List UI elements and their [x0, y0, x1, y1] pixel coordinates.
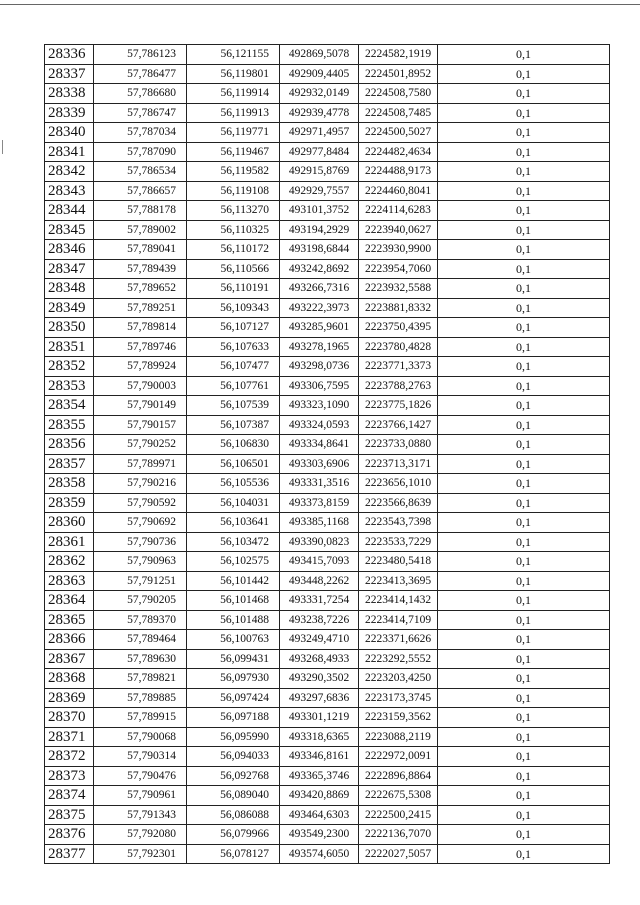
- accuracy-cell: 0,1: [438, 649, 610, 669]
- point-number-cell: 28351: [45, 337, 94, 357]
- accuracy-cell: 0,1: [438, 181, 610, 201]
- point-number-cell: 28366: [45, 630, 94, 650]
- y-coordinate-cell: 2223713,3171: [359, 454, 438, 474]
- latitude-cell: 57,789746: [94, 337, 187, 357]
- accuracy-cell: 0,1: [438, 571, 610, 591]
- table-row: [45, 766, 610, 786]
- x-coordinate-cell: 492929,7557: [280, 181, 359, 201]
- longitude-cell: 56,105536: [187, 474, 280, 494]
- latitude-cell: 57,790476: [94, 766, 187, 786]
- longitude-cell: 56,101488: [187, 610, 280, 630]
- point-number-cell: 28373: [45, 766, 94, 786]
- point-number-cell: 28362: [45, 552, 94, 572]
- x-coordinate-cell: 493222,3973: [280, 298, 359, 318]
- longitude-cell: 56,099431: [187, 649, 280, 669]
- y-coordinate-cell: 2224501,8952: [359, 64, 438, 84]
- point-number-cell: 28350: [45, 318, 94, 338]
- point-number-cell: 28342: [45, 162, 94, 182]
- point-number-cell: 28361: [45, 532, 94, 552]
- y-coordinate-cell: 2223533,7229: [359, 532, 438, 552]
- longitude-cell: 56,119914: [187, 84, 280, 104]
- accuracy-cell: 0,1: [438, 357, 610, 377]
- longitude-cell: 56,102575: [187, 552, 280, 572]
- point-number-cell: 28354: [45, 396, 94, 416]
- y-coordinate-cell: 2223414,1432: [359, 591, 438, 611]
- y-coordinate-cell: 2222136,7070: [359, 825, 438, 845]
- x-coordinate-cell: 493268,4933: [280, 649, 359, 669]
- y-coordinate-cell: 2224114,6283: [359, 201, 438, 221]
- y-coordinate-cell: 2223881,8332: [359, 298, 438, 318]
- longitude-cell: 56,110325: [187, 220, 280, 240]
- x-coordinate-cell: 493390,0823: [280, 532, 359, 552]
- latitude-cell: 57,789002: [94, 220, 187, 240]
- table-row: [45, 435, 610, 455]
- x-coordinate-cell: 493297,6836: [280, 688, 359, 708]
- longitude-cell: 56,119467: [187, 142, 280, 162]
- point-number-cell: 28338: [45, 84, 94, 104]
- latitude-cell: 57,790149: [94, 396, 187, 416]
- point-number-cell: 28357: [45, 454, 94, 474]
- accuracy-cell: 0,1: [438, 591, 610, 611]
- accuracy-cell: 0,1: [438, 84, 610, 104]
- table-row: [45, 630, 610, 650]
- latitude-cell: 57,790157: [94, 415, 187, 435]
- accuracy-cell: 0,1: [438, 630, 610, 650]
- y-coordinate-cell: 2223775,1826: [359, 396, 438, 416]
- longitude-cell: 56,113270: [187, 201, 280, 221]
- table-row: [45, 747, 610, 767]
- y-coordinate-cell: 2223159,3562: [359, 708, 438, 728]
- latitude-cell: 57,787090: [94, 142, 187, 162]
- x-coordinate-cell: 493290,3502: [280, 669, 359, 689]
- accuracy-cell: 0,1: [438, 103, 610, 123]
- table-row: [45, 571, 610, 591]
- accuracy-cell: 0,1: [438, 727, 610, 747]
- longitude-cell: 56,107539: [187, 396, 280, 416]
- table-row: [45, 162, 610, 182]
- latitude-cell: 57,790963: [94, 552, 187, 572]
- latitude-cell: 57,791343: [94, 805, 187, 825]
- longitude-cell: 56,106830: [187, 435, 280, 455]
- accuracy-cell: 0,1: [438, 474, 610, 494]
- accuracy-cell: 0,1: [438, 513, 610, 533]
- point-number-cell: 28347: [45, 259, 94, 279]
- point-number-cell: 28358: [45, 474, 94, 494]
- table-row: [45, 552, 610, 572]
- y-coordinate-cell: 2222896,8864: [359, 766, 438, 786]
- accuracy-cell: 0,1: [438, 844, 610, 864]
- x-coordinate-cell: 492909,4405: [280, 64, 359, 84]
- table-row: [45, 669, 610, 689]
- latitude-cell: 57,789971: [94, 454, 187, 474]
- table-row: [45, 513, 610, 533]
- x-coordinate-cell: 493266,7316: [280, 279, 359, 299]
- accuracy-cell: 0,1: [438, 786, 610, 806]
- longitude-cell: 56,086088: [187, 805, 280, 825]
- x-coordinate-cell: 493331,3516: [280, 474, 359, 494]
- latitude-cell: 57,786680: [94, 84, 187, 104]
- table-row: [45, 591, 610, 611]
- longitude-cell: 56,078127: [187, 844, 280, 864]
- scan-margin-mark: [2, 140, 3, 154]
- longitude-cell: 56,107761: [187, 376, 280, 396]
- latitude-cell: 57,790692: [94, 513, 187, 533]
- y-coordinate-cell: 2223750,4395: [359, 318, 438, 338]
- accuracy-cell: 0,1: [438, 805, 610, 825]
- point-number-cell: 28343: [45, 181, 94, 201]
- point-number-cell: 28371: [45, 727, 94, 747]
- table-row: [45, 201, 610, 221]
- point-number-cell: 28345: [45, 220, 94, 240]
- coordinates-table: [44, 44, 610, 864]
- longitude-cell: 56,092768: [187, 766, 280, 786]
- longitude-cell: 56,079966: [187, 825, 280, 845]
- accuracy-cell: 0,1: [438, 162, 610, 182]
- table-row: [45, 376, 610, 396]
- y-coordinate-cell: 2223656,1010: [359, 474, 438, 494]
- accuracy-cell: 0,1: [438, 376, 610, 396]
- x-coordinate-cell: 493303,6906: [280, 454, 359, 474]
- point-number-cell: 28365: [45, 610, 94, 630]
- y-coordinate-cell: 2222675,5308: [359, 786, 438, 806]
- latitude-cell: 57,790736: [94, 532, 187, 552]
- table-row: [45, 415, 610, 435]
- y-coordinate-cell: 2222027,5057: [359, 844, 438, 864]
- point-number-cell: 28375: [45, 805, 94, 825]
- point-number-cell: 28346: [45, 240, 94, 260]
- table-row: [45, 805, 610, 825]
- accuracy-cell: 0,1: [438, 318, 610, 338]
- latitude-cell: 57,791251: [94, 571, 187, 591]
- x-coordinate-cell: 492932,0149: [280, 84, 359, 104]
- y-coordinate-cell: 2223088,2119: [359, 727, 438, 747]
- x-coordinate-cell: 492869,5078: [280, 45, 359, 65]
- x-coordinate-cell: 493198,6844: [280, 240, 359, 260]
- table-row: [45, 786, 610, 806]
- table-row: [45, 727, 610, 747]
- longitude-cell: 56,094033: [187, 747, 280, 767]
- y-coordinate-cell: 2223203,4250: [359, 669, 438, 689]
- table-row: [45, 688, 610, 708]
- y-coordinate-cell: 2223940,0627: [359, 220, 438, 240]
- x-coordinate-cell: 493373,8159: [280, 493, 359, 513]
- x-coordinate-cell: 493238,7226: [280, 610, 359, 630]
- longitude-cell: 56,109343: [187, 298, 280, 318]
- x-coordinate-cell: 493278,1965: [280, 337, 359, 357]
- longitude-cell: 56,107387: [187, 415, 280, 435]
- longitude-cell: 56,100763: [187, 630, 280, 650]
- latitude-cell: 57,786657: [94, 181, 187, 201]
- point-number-cell: 28355: [45, 415, 94, 435]
- x-coordinate-cell: 493420,8869: [280, 786, 359, 806]
- longitude-cell: 56,095990: [187, 727, 280, 747]
- longitude-cell: 56,107477: [187, 357, 280, 377]
- x-coordinate-cell: 492915,8769: [280, 162, 359, 182]
- latitude-cell: 57,790003: [94, 376, 187, 396]
- accuracy-cell: 0,1: [438, 825, 610, 845]
- longitude-cell: 56,119801: [187, 64, 280, 84]
- point-number-cell: 28341: [45, 142, 94, 162]
- x-coordinate-cell: 493285,9601: [280, 318, 359, 338]
- longitude-cell: 56,110172: [187, 240, 280, 260]
- longitude-cell: 56,097188: [187, 708, 280, 728]
- latitude-cell: 57,789464: [94, 630, 187, 650]
- latitude-cell: 57,790592: [94, 493, 187, 513]
- accuracy-cell: 0,1: [438, 220, 610, 240]
- longitude-cell: 56,119913: [187, 103, 280, 123]
- y-coordinate-cell: 2223480,5418: [359, 552, 438, 572]
- x-coordinate-cell: 493365,3746: [280, 766, 359, 786]
- point-number-cell: 28356: [45, 435, 94, 455]
- table-row: [45, 298, 610, 318]
- accuracy-cell: 0,1: [438, 688, 610, 708]
- table-row: [45, 142, 610, 162]
- latitude-cell: 57,790252: [94, 435, 187, 455]
- y-coordinate-cell: 2223413,3695: [359, 571, 438, 591]
- y-coordinate-cell: 2224460,8041: [359, 181, 438, 201]
- table-row: [45, 454, 610, 474]
- x-coordinate-cell: 493415,7093: [280, 552, 359, 572]
- longitude-cell: 56,110566: [187, 259, 280, 279]
- latitude-cell: 57,789885: [94, 688, 187, 708]
- table-row: [45, 84, 610, 104]
- point-number-cell: 28353: [45, 376, 94, 396]
- y-coordinate-cell: 2222972,0091: [359, 747, 438, 767]
- latitude-cell: 57,788178: [94, 201, 187, 221]
- accuracy-cell: 0,1: [438, 669, 610, 689]
- y-coordinate-cell: 2223932,5588: [359, 279, 438, 299]
- x-coordinate-cell: 493324,0593: [280, 415, 359, 435]
- accuracy-cell: 0,1: [438, 552, 610, 572]
- x-coordinate-cell: 492971,4957: [280, 123, 359, 143]
- point-number-cell: 28369: [45, 688, 94, 708]
- table-row: [45, 318, 610, 338]
- y-coordinate-cell: 2223780,4828: [359, 337, 438, 357]
- accuracy-cell: 0,1: [438, 279, 610, 299]
- table-row: [45, 357, 610, 377]
- table-row: [45, 474, 610, 494]
- longitude-cell: 56,101442: [187, 571, 280, 591]
- point-number-cell: 28339: [45, 103, 94, 123]
- accuracy-cell: 0,1: [438, 415, 610, 435]
- accuracy-cell: 0,1: [438, 45, 610, 65]
- y-coordinate-cell: 2223771,3373: [359, 357, 438, 377]
- point-number-cell: 28348: [45, 279, 94, 299]
- point-number-cell: 28372: [45, 747, 94, 767]
- y-coordinate-cell: 2223292,5552: [359, 649, 438, 669]
- table-row: [45, 708, 610, 728]
- table-row: [45, 103, 610, 123]
- y-coordinate-cell: 2224500,5027: [359, 123, 438, 143]
- table-row: [45, 259, 610, 279]
- latitude-cell: 57,790205: [94, 591, 187, 611]
- x-coordinate-cell: 493346,8161: [280, 747, 359, 767]
- latitude-cell: 57,786534: [94, 162, 187, 182]
- table-row: [45, 337, 610, 357]
- accuracy-cell: 0,1: [438, 337, 610, 357]
- latitude-cell: 57,789251: [94, 298, 187, 318]
- y-coordinate-cell: 2224508,7580: [359, 84, 438, 104]
- latitude-cell: 57,789652: [94, 279, 187, 299]
- coordinates-table-body: [45, 45, 610, 864]
- y-coordinate-cell: 2223414,7109: [359, 610, 438, 630]
- table-row: [45, 610, 610, 630]
- x-coordinate-cell: 493298,0736: [280, 357, 359, 377]
- y-coordinate-cell: 2223371,6626: [359, 630, 438, 650]
- table-row: [45, 45, 610, 65]
- accuracy-cell: 0,1: [438, 747, 610, 767]
- x-coordinate-cell: 492939,4778: [280, 103, 359, 123]
- longitude-cell: 56,119108: [187, 181, 280, 201]
- longitude-cell: 56,121155: [187, 45, 280, 65]
- latitude-cell: 57,789630: [94, 649, 187, 669]
- x-coordinate-cell: 493249,4710: [280, 630, 359, 650]
- latitude-cell: 57,790314: [94, 747, 187, 767]
- x-coordinate-cell: 493306,7595: [280, 376, 359, 396]
- longitude-cell: 56,110191: [187, 279, 280, 299]
- accuracy-cell: 0,1: [438, 532, 610, 552]
- accuracy-cell: 0,1: [438, 142, 610, 162]
- latitude-cell: 57,790961: [94, 786, 187, 806]
- longitude-cell: 56,107127: [187, 318, 280, 338]
- y-coordinate-cell: 2222500,2415: [359, 805, 438, 825]
- table-row: [45, 64, 610, 84]
- latitude-cell: 57,786123: [94, 45, 187, 65]
- y-coordinate-cell: 2223930,9900: [359, 240, 438, 260]
- longitude-cell: 56,101468: [187, 591, 280, 611]
- longitude-cell: 56,103641: [187, 513, 280, 533]
- x-coordinate-cell: 493334,8641: [280, 435, 359, 455]
- accuracy-cell: 0,1: [438, 766, 610, 786]
- x-coordinate-cell: 493194,2929: [280, 220, 359, 240]
- x-coordinate-cell: 493323,1090: [280, 396, 359, 416]
- x-coordinate-cell: 493448,2262: [280, 571, 359, 591]
- accuracy-cell: 0,1: [438, 201, 610, 221]
- x-coordinate-cell: 493242,8692: [280, 259, 359, 279]
- x-coordinate-cell: 493574,6050: [280, 844, 359, 864]
- table-row: [45, 493, 610, 513]
- latitude-cell: 57,789439: [94, 259, 187, 279]
- x-coordinate-cell: 493464,6303: [280, 805, 359, 825]
- point-number-cell: 28340: [45, 123, 94, 143]
- point-number-cell: 28368: [45, 669, 94, 689]
- table-row: [45, 220, 610, 240]
- longitude-cell: 56,097930: [187, 669, 280, 689]
- latitude-cell: 57,789370: [94, 610, 187, 630]
- x-coordinate-cell: 492977,8484: [280, 142, 359, 162]
- accuracy-cell: 0,1: [438, 493, 610, 513]
- point-number-cell: 28352: [45, 357, 94, 377]
- accuracy-cell: 0,1: [438, 396, 610, 416]
- latitude-cell: 57,789924: [94, 357, 187, 377]
- point-number-cell: 28344: [45, 201, 94, 221]
- table-row: [45, 844, 610, 864]
- table-row: [45, 123, 610, 143]
- accuracy-cell: 0,1: [438, 240, 610, 260]
- table-row: [45, 240, 610, 260]
- longitude-cell: 56,119771: [187, 123, 280, 143]
- latitude-cell: 57,792301: [94, 844, 187, 864]
- longitude-cell: 56,119582: [187, 162, 280, 182]
- longitude-cell: 56,089040: [187, 786, 280, 806]
- y-coordinate-cell: 2223954,7060: [359, 259, 438, 279]
- table-row: [45, 825, 610, 845]
- table-row: [45, 396, 610, 416]
- longitude-cell: 56,103472: [187, 532, 280, 552]
- accuracy-cell: 0,1: [438, 435, 610, 455]
- x-coordinate-cell: 493549,2300: [280, 825, 359, 845]
- page-top-rule: [0, 4, 640, 5]
- x-coordinate-cell: 493301,1219: [280, 708, 359, 728]
- y-coordinate-cell: 2224582,1919: [359, 45, 438, 65]
- x-coordinate-cell: 493101,3752: [280, 201, 359, 221]
- x-coordinate-cell: 493331,7254: [280, 591, 359, 611]
- y-coordinate-cell: 2224508,7485: [359, 103, 438, 123]
- x-coordinate-cell: 493318,6365: [280, 727, 359, 747]
- point-number-cell: 28377: [45, 844, 94, 864]
- accuracy-cell: 0,1: [438, 64, 610, 84]
- point-number-cell: 28364: [45, 591, 94, 611]
- point-number-cell: 28360: [45, 513, 94, 533]
- point-number-cell: 28376: [45, 825, 94, 845]
- point-number-cell: 28367: [45, 649, 94, 669]
- longitude-cell: 56,106501: [187, 454, 280, 474]
- point-number-cell: 28349: [45, 298, 94, 318]
- y-coordinate-cell: 2223788,2763: [359, 376, 438, 396]
- accuracy-cell: 0,1: [438, 610, 610, 630]
- longitude-cell: 56,107633: [187, 337, 280, 357]
- point-number-cell: 28337: [45, 64, 94, 84]
- y-coordinate-cell: 2223543,7398: [359, 513, 438, 533]
- latitude-cell: 57,789041: [94, 240, 187, 260]
- latitude-cell: 57,790068: [94, 727, 187, 747]
- y-coordinate-cell: 2224482,4634: [359, 142, 438, 162]
- point-number-cell: 28363: [45, 571, 94, 591]
- y-coordinate-cell: 2224488,9173: [359, 162, 438, 182]
- x-coordinate-cell: 493385,1168: [280, 513, 359, 533]
- latitude-cell: 57,786747: [94, 103, 187, 123]
- y-coordinate-cell: 2223173,3745: [359, 688, 438, 708]
- latitude-cell: 57,789814: [94, 318, 187, 338]
- longitude-cell: 56,104031: [187, 493, 280, 513]
- table-row: [45, 532, 610, 552]
- accuracy-cell: 0,1: [438, 708, 610, 728]
- accuracy-cell: 0,1: [438, 259, 610, 279]
- latitude-cell: 57,786477: [94, 64, 187, 84]
- longitude-cell: 56,097424: [187, 688, 280, 708]
- latitude-cell: 57,789915: [94, 708, 187, 728]
- table-row: [45, 649, 610, 669]
- point-number-cell: 28370: [45, 708, 94, 728]
- point-number-cell: 28374: [45, 786, 94, 806]
- y-coordinate-cell: 2223733,0880: [359, 435, 438, 455]
- accuracy-cell: 0,1: [438, 123, 610, 143]
- latitude-cell: 57,792080: [94, 825, 187, 845]
- accuracy-cell: 0,1: [438, 298, 610, 318]
- table-row: [45, 181, 610, 201]
- latitude-cell: 57,789821: [94, 669, 187, 689]
- y-coordinate-cell: 2223566,8639: [359, 493, 438, 513]
- latitude-cell: 57,787034: [94, 123, 187, 143]
- point-number-cell: 28336: [45, 45, 94, 65]
- point-number-cell: 28359: [45, 493, 94, 513]
- y-coordinate-cell: 2223766,1427: [359, 415, 438, 435]
- table-row: [45, 279, 610, 299]
- accuracy-cell: 0,1: [438, 454, 610, 474]
- latitude-cell: 57,790216: [94, 474, 187, 494]
